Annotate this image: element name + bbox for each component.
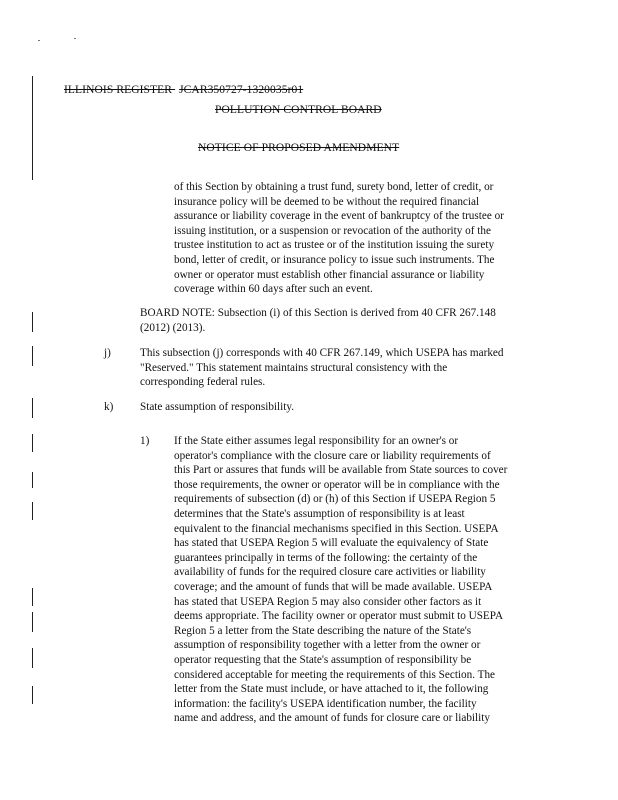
text-line: has stated that USEPA Region 5 will evaluate the equivalency of State <box>174 537 489 550</box>
change-bar <box>32 76 33 180</box>
text-line: Region 5 a letter from the State describing the nature of the State's <box>174 624 472 637</box>
register-header <box>64 84 303 96</box>
subsection-j-text <box>140 346 503 390</box>
change-bar <box>32 502 33 520</box>
text-line: guarantees principally in terms of the following: the certainty of the <box>174 551 478 564</box>
text-line: corresponding federal rules. <box>140 376 266 389</box>
text-line: equivalent to the financial mechanisms specified in this Section. USEPA <box>174 522 499 535</box>
text-line: bond, letter of credit, or insurance policy to issue such instruments. The <box>174 253 495 266</box>
text-line: information: the facility's USEPA identification number, the facility <box>174 697 477 710</box>
change-bar <box>32 434 33 452</box>
text-line: This subsection (j) corresponds with 40 CFR 267.149, which USEPA has marked <box>140 347 504 359</box>
text-line: deems appropriate. The facility owner or operator must submit to USEPA <box>174 610 504 623</box>
text-line: coverage; and the amount of funds that will be made available. USEPA <box>174 580 493 593</box>
subsection-j-label: j) <box>104 347 111 359</box>
scan-speck <box>38 40 40 41</box>
text-line: those requirements, the owner or operator will be in compliance with the <box>174 478 500 491</box>
text-line: owner or operator must establish other financial assurance or liability <box>174 268 485 281</box>
change-bar <box>32 346 33 366</box>
text-line: availability of funds for the required closure care activities or liability <box>174 566 486 579</box>
text-line: assumption of responsibility together with a letter from the owner or <box>174 639 481 652</box>
text-line: determines that the State's assumption of responsibility is at least <box>174 507 465 520</box>
change-bar <box>32 612 33 632</box>
subsection-k-label: k) <box>104 401 114 413</box>
change-bar <box>32 398 33 418</box>
register-title: ILLINOIS REGISTER <box>64 84 173 96</box>
text-line: issuing institution, or a suspension or revocation of the authority of the <box>174 224 491 237</box>
change-bar <box>32 686 33 704</box>
item-1-text <box>174 434 507 726</box>
board-header: POLLUTION CONTROL BOARD <box>215 104 382 116</box>
text-line: insurance policy will be deemed to be without the required financial <box>174 195 480 208</box>
notice-header: NOTICE OF PROPOSED AMENDMENT <box>198 142 400 154</box>
intro-paragraph <box>174 180 504 297</box>
text-line: trustee institution to act as trustee or of the institution issuing the surety <box>174 239 495 252</box>
item-1-label: 1) <box>140 435 150 447</box>
doc-code: JCAR350727-1320035r01 <box>179 84 304 96</box>
change-bar <box>32 588 33 606</box>
text-line: considered acceptable for meeting the requirements of this Section. The <box>174 668 496 681</box>
text-line: BOARD NOTE: Subsection (i) of this Section is derived from 40 CFR 267.148 <box>140 307 496 319</box>
change-bar <box>32 648 33 668</box>
board-note <box>140 306 496 335</box>
text-line: name and address, and the amount of funds for closure care or liability <box>174 712 490 725</box>
text-line: coverage within 60 days after such an event. <box>174 283 373 296</box>
text-line: requirements of subsection (d) or (h) of this Section if USEPA Region 5 <box>174 493 496 506</box>
text-line: has stated that USEPA Region 5 may also consider other factors as it <box>174 595 482 608</box>
text-line: operator requesting that the State's assumption of responsibility be <box>174 653 472 666</box>
change-bar <box>32 472 33 488</box>
text-line: this Part or assures that funds will be available from State sources to cover <box>174 464 508 477</box>
text-line: operator's compliance with the closure care or liability requirements of <box>174 449 491 462</box>
text-line: assurance or liability coverage in the event of bankruptcy of the trustee or <box>174 210 504 223</box>
scan-speck <box>74 38 76 39</box>
text-line: If the State either assumes legal responsibility for an owner's or <box>174 435 459 447</box>
text-line: letter from the State must include, or have attached to it, the following <box>174 683 489 696</box>
change-bar <box>32 312 33 332</box>
text-line: "Reserved." This statement maintains structural consistency with the <box>140 361 448 374</box>
text-line: (2012) (2013). <box>140 321 206 334</box>
text-line: of this Section by obtaining a trust fund, surety bond, letter of credit, or <box>174 181 494 193</box>
subsection-k-title: State assumption of responsibility. <box>140 401 295 413</box>
